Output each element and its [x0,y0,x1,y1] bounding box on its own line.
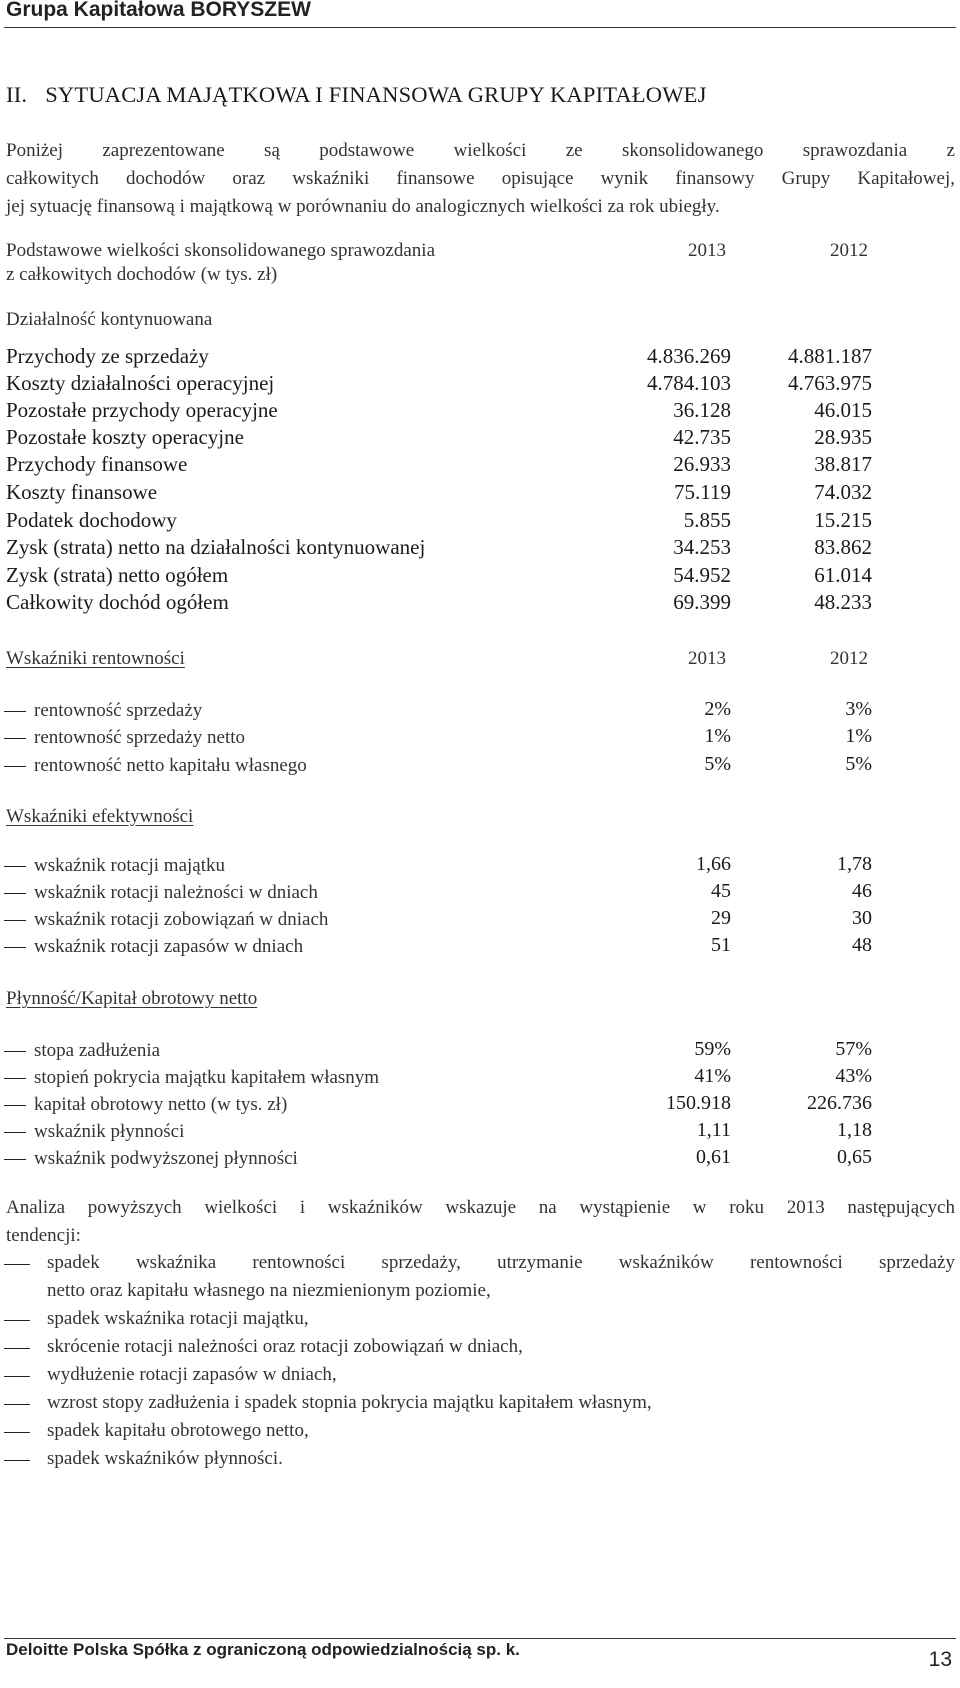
bullet-dash [4,1460,30,1461]
footer-company: Deloitte Polska Spółka z ograniczoną odpowiedzialnością sp. k. [6,1640,520,1659]
list-item-value-2012: 5% [845,753,872,775]
list-item-value-2012: 226.736 [807,1092,872,1114]
table-row-value-2012: 83.862 [814,535,872,559]
basic-table-heading-1: Podstawowe wielkości skonsolidowanego sprawozdania [6,240,436,261]
analysis-paragraph [6,1194,955,1250]
list-item-label: kapitał obrotowy netto (w tys. zł) [34,1094,288,1115]
bullet-line-2: netto oraz kapitału własnego na niezmienionym poziomie, [47,1280,491,1301]
table-row-label: Podatek dochodowy [6,508,177,532]
list-item-value-2013: 1,66 [696,853,731,875]
bullet-dash [4,1320,30,1321]
list-item-value-2013: 41% [694,1065,731,1087]
list-item-value-2012: 1,18 [837,1119,872,1141]
dash-bullet [4,738,26,739]
dash-bullet [4,866,26,867]
list-item-label: wskaźnik płynności [34,1121,185,1142]
table-row-value-2013: 26.933 [673,452,731,476]
list-item-value-2013: 1% [704,725,731,747]
list-item-value-2013: 2% [704,698,731,720]
list-item-value-2012: 0,65 [837,1146,872,1168]
list-item-value-2012: 46 [852,880,872,902]
header-rule [4,27,956,28]
bullet-line-1: spadek wskaźnika rentowności sprzedaży, utrzymanie wskaźników rentowności sprzedaży [47,1252,955,1273]
dash-bullet [4,1078,26,1079]
liquidity-heading: Płynność/Kapitał obrotowy netto [6,988,258,1009]
intro-line-2: całkowitych dochodów oraz wskaźniki finansowe opisujące wynik finansowy Grupy Kapitałowej, [6,168,955,189]
dash-bullet [4,920,26,921]
dash-bullet [4,1051,26,1052]
table-row-label: Zysk (strata) netto na działalności kontynuowanej [6,535,426,559]
bullet-dash [4,1348,30,1349]
list-item-value-2012: 30 [852,907,872,929]
table-row-value-2012: 38.817 [814,452,872,476]
list-item-value-2013: 1,11 [696,1119,731,1141]
basic-table-year-2012: 2012 [830,240,868,261]
profitability-year-2013: 2013 [688,648,726,669]
list-item-label: wskaźnik rotacji majątku [34,855,225,876]
table-row-label: Koszty finansowe [6,480,158,504]
bullet-dash [4,1264,30,1265]
table-row-value-2013: 69.399 [673,590,731,614]
list-item-value-2013: 51 [711,934,731,956]
list-item-label: rentowność netto kapitału własnego [34,755,307,776]
table-row-value-2013: 42.735 [673,425,731,449]
bullet-line-1: skrócenie rotacji należności oraz rotacji zobowiązań w dniach, [47,1336,523,1357]
list-item-value-2013: 45 [711,880,731,902]
list-item-label: wskaźnik rotacji zapasów w dniach [34,936,304,957]
table-row-value-2013: 34.253 [673,535,731,559]
table-row-label: Pozostałe koszty operacyjne [6,425,244,449]
list-item-value-2013: 59% [694,1038,731,1060]
efficiency-heading: Wskaźniki efektywności [6,806,194,827]
analysis-line-2: tendencji: [6,1225,81,1246]
basic-table-heading-2: z całkowitych dochodów (w tys. zł) [6,264,278,285]
table-row-value-2013: 5.855 [683,508,731,532]
table-row-label: Całkowity dochód ogółem [6,590,229,614]
bullet-line-1: spadek kapitału obrotowego netto, [47,1420,309,1441]
bullet-dash [4,1404,30,1405]
dash-bullet [4,1105,26,1106]
bullet-line-1: spadek wskaźnika rotacji majątku, [47,1308,309,1329]
list-item-value-2013: 0,61 [696,1146,731,1168]
table-row-value-2012: 46.015 [814,398,872,422]
section-number: II. [6,82,28,107]
analysis-line-1: Analiza powyższych wielkości i wskaźników wskazuje na wystąpienie w roku 2013 następujących [6,1197,955,1218]
table-row-value-2013: 36.128 [673,398,731,422]
intro-paragraph [6,137,955,221]
list-item-value-2012: 1,78 [837,853,872,875]
footer-rule [4,1638,956,1639]
document-header-title: Grupa Kapitałowa BORYSZEW [6,0,311,21]
table-row-value-2013: 4.784.103 [647,371,731,395]
dash-bullet [4,766,26,767]
table-row-value-2012: 48.233 [814,590,872,614]
list-item-value-2012: 57% [835,1038,872,1060]
table-row-value-2012: 61.014 [814,563,872,587]
table-row-label: Przychody ze sprzedaży [6,344,209,368]
list-item-label: wskaźnik rotacji należności w dniach [34,882,318,903]
basic-table-year-2013: 2013 [688,240,726,261]
list-item-label: rentowność sprzedaży netto [34,727,246,748]
list-item-label: stopień pokrycia majątku kapitałem własnym [34,1067,380,1088]
table-row-label: Pozostałe przychody operacyjne [6,398,278,422]
list-item-value-2012: 48 [852,934,872,956]
table-row-label: Przychody finansowe [6,452,188,476]
list-item-value-2012: 3% [845,698,872,720]
bullet-line-1: spadek wskaźników płynności. [47,1448,283,1469]
list-item-value-2013: 29 [711,907,731,929]
intro-line-1: Poniżej zaprezentowane są podstawowe wielkości ze skonsolidowanego sprawozdania z [6,140,955,161]
list-item-label: wskaźnik rotacji zobowiązań w dniach [34,909,329,930]
section-heading [6,82,725,108]
table-row-value-2012: 15.215 [814,508,872,532]
table-row-label: Zysk (strata) netto ogółem [6,563,229,587]
bullet-dash [4,1376,30,1377]
basic-table-subheading: Działalność kontynuowana [6,309,213,330]
table-row-value-2013: 4.836.269 [647,344,731,368]
table-row-value-2013: 54.952 [673,563,731,587]
table-row-value-2012: 28.935 [814,425,872,449]
intro-line-3: jej sytuację finansową i majątkową w porównaniu do analogicznych wielkości za rok ubiegły. [6,196,720,217]
page-number: 13 [928,1648,952,1671]
table-row-value-2013: 75.119 [674,480,731,504]
list-item-value-2013: 150.918 [666,1092,731,1114]
dash-bullet [4,711,26,712]
table-row-value-2012: 4.881.187 [788,344,872,368]
section-title: SYTUACJA MAJĄTKOWA I FINANSOWA GRUPY KAPITAŁOWEJ [45,82,707,107]
list-item-label: stopa zadłużenia [34,1040,161,1061]
bullet-line-1: wzrost stopy zadłużenia i spadek stopnia pokrycia majątku kapitałem własnym, [47,1392,652,1413]
table-row-value-2012: 4.763.975 [788,371,872,395]
dash-bullet [4,1132,26,1133]
list-item-label: wskaźnik podwyższonej płynności [34,1148,298,1169]
dash-bullet [4,893,26,894]
bullet-dash [4,1432,30,1433]
bullet-line-1: wydłużenie rotacji zapasów w dniach, [47,1364,337,1385]
list-item-value-2012: 1% [845,725,872,747]
profitability-heading: Wskaźniki rentowności [6,648,185,669]
list-item-value-2013: 5% [704,753,731,775]
profitability-year-2012: 2012 [830,648,868,669]
table-row-value-2012: 74.032 [814,480,872,504]
table-row-label: Koszty działalności operacyjnej [6,371,275,395]
list-item-value-2012: 43% [835,1065,872,1087]
dash-bullet [4,1159,26,1160]
list-item-label: rentowność sprzedaży [34,700,203,721]
dash-bullet [4,947,26,948]
